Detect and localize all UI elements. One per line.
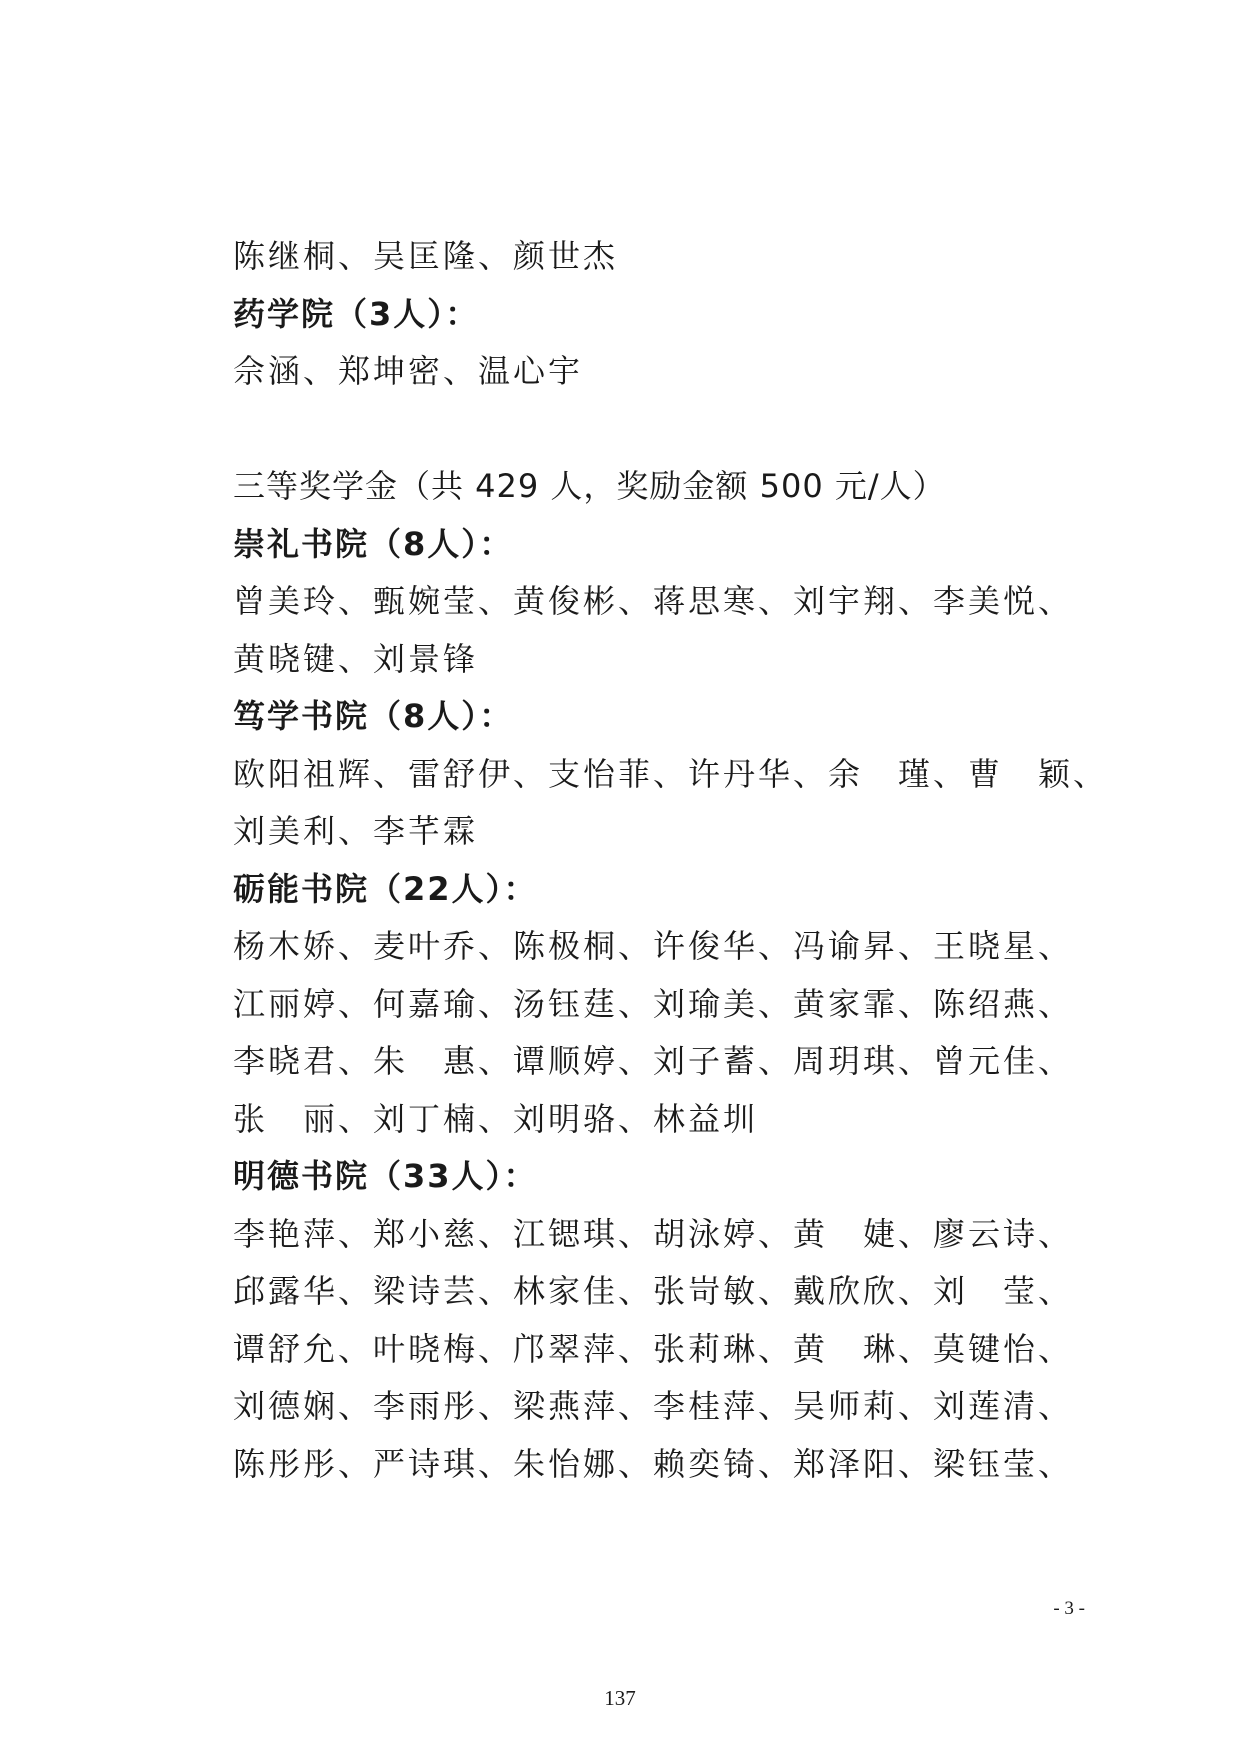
names-line: 谭舒允、叶晓梅、邝翠萍、张莉琳、黄 琳、莫键怡、: [233, 1329, 1074, 1368]
page-number-inner: - 3 -: [1053, 1598, 1085, 1619]
names-line: 李晓君、朱 惠、谭顺婷、刘子蓄、周玥琪、曾元佳、: [233, 1042, 1074, 1080]
names-line: 邱露华、梁诗芸、林家佳、张岢敏、戴欣欣、刘 莹、: [233, 1272, 1074, 1310]
college-heading-pharmacy: 药学院（3人）：: [233, 294, 480, 333]
names-line: 佘涵、郑坤密、温心宇: [233, 352, 584, 390]
names-line: 刘德娴、李雨彤、梁燕萍、李桂萍、吴师莉、刘莲清、: [233, 1387, 1074, 1425]
names-line: 张 丽、刘丁楠、刘明骆、林益圳: [233, 1099, 759, 1138]
names-line: 李艳萍、郑小慈、江锶琪、胡泳婷、黄 婕、廖云诗、: [233, 1214, 1074, 1253]
names-line: 曾美玲、甄婉莹、黄俊彬、蒋思寒、刘宇翔、李美悦、: [233, 582, 1074, 620]
names-line: 欧阳祖辉、雷舒伊、支怡菲、许丹华、余 瑾、曹 颖、: [233, 754, 1109, 793]
names-line: 陈继桐、吴匡隆、颜世杰: [233, 237, 619, 275]
college-heading-chongli: 崇礼书院（8人）：: [233, 524, 514, 563]
names-line: 江丽婷、何嘉瑜、汤钰莛、刘瑜美、黄家霏、陈绍燕、: [233, 984, 1074, 1023]
college-heading-duxue: 笃学书院（8人）：: [233, 697, 514, 735]
college-heading-lineng: 砺能书院（22人）：: [233, 869, 538, 908]
names-line: 杨木娇、麦叶乔、陈极桐、许俊华、冯谕昇、王晓星、: [233, 927, 1074, 965]
college-heading-mingde: 明德书院（33人）：: [233, 1157, 538, 1195]
names-line: 陈彤彤、严诗琪、朱怡娜、赖奕锜、郑泽阳、梁钰莹、: [233, 1444, 1074, 1483]
names-line: 刘美利、李芊霖: [233, 812, 479, 850]
section-gap: [233, 401, 1053, 459]
award-title-third-class: 三等奖学金（共 429 人，奖励金额 500 元/人）: [233, 467, 946, 505]
page-number-outer: 137: [604, 1686, 636, 1710]
names-line: 黄晓键、刘景锋: [233, 639, 479, 678]
document-body: [233, 228, 1109, 1493]
